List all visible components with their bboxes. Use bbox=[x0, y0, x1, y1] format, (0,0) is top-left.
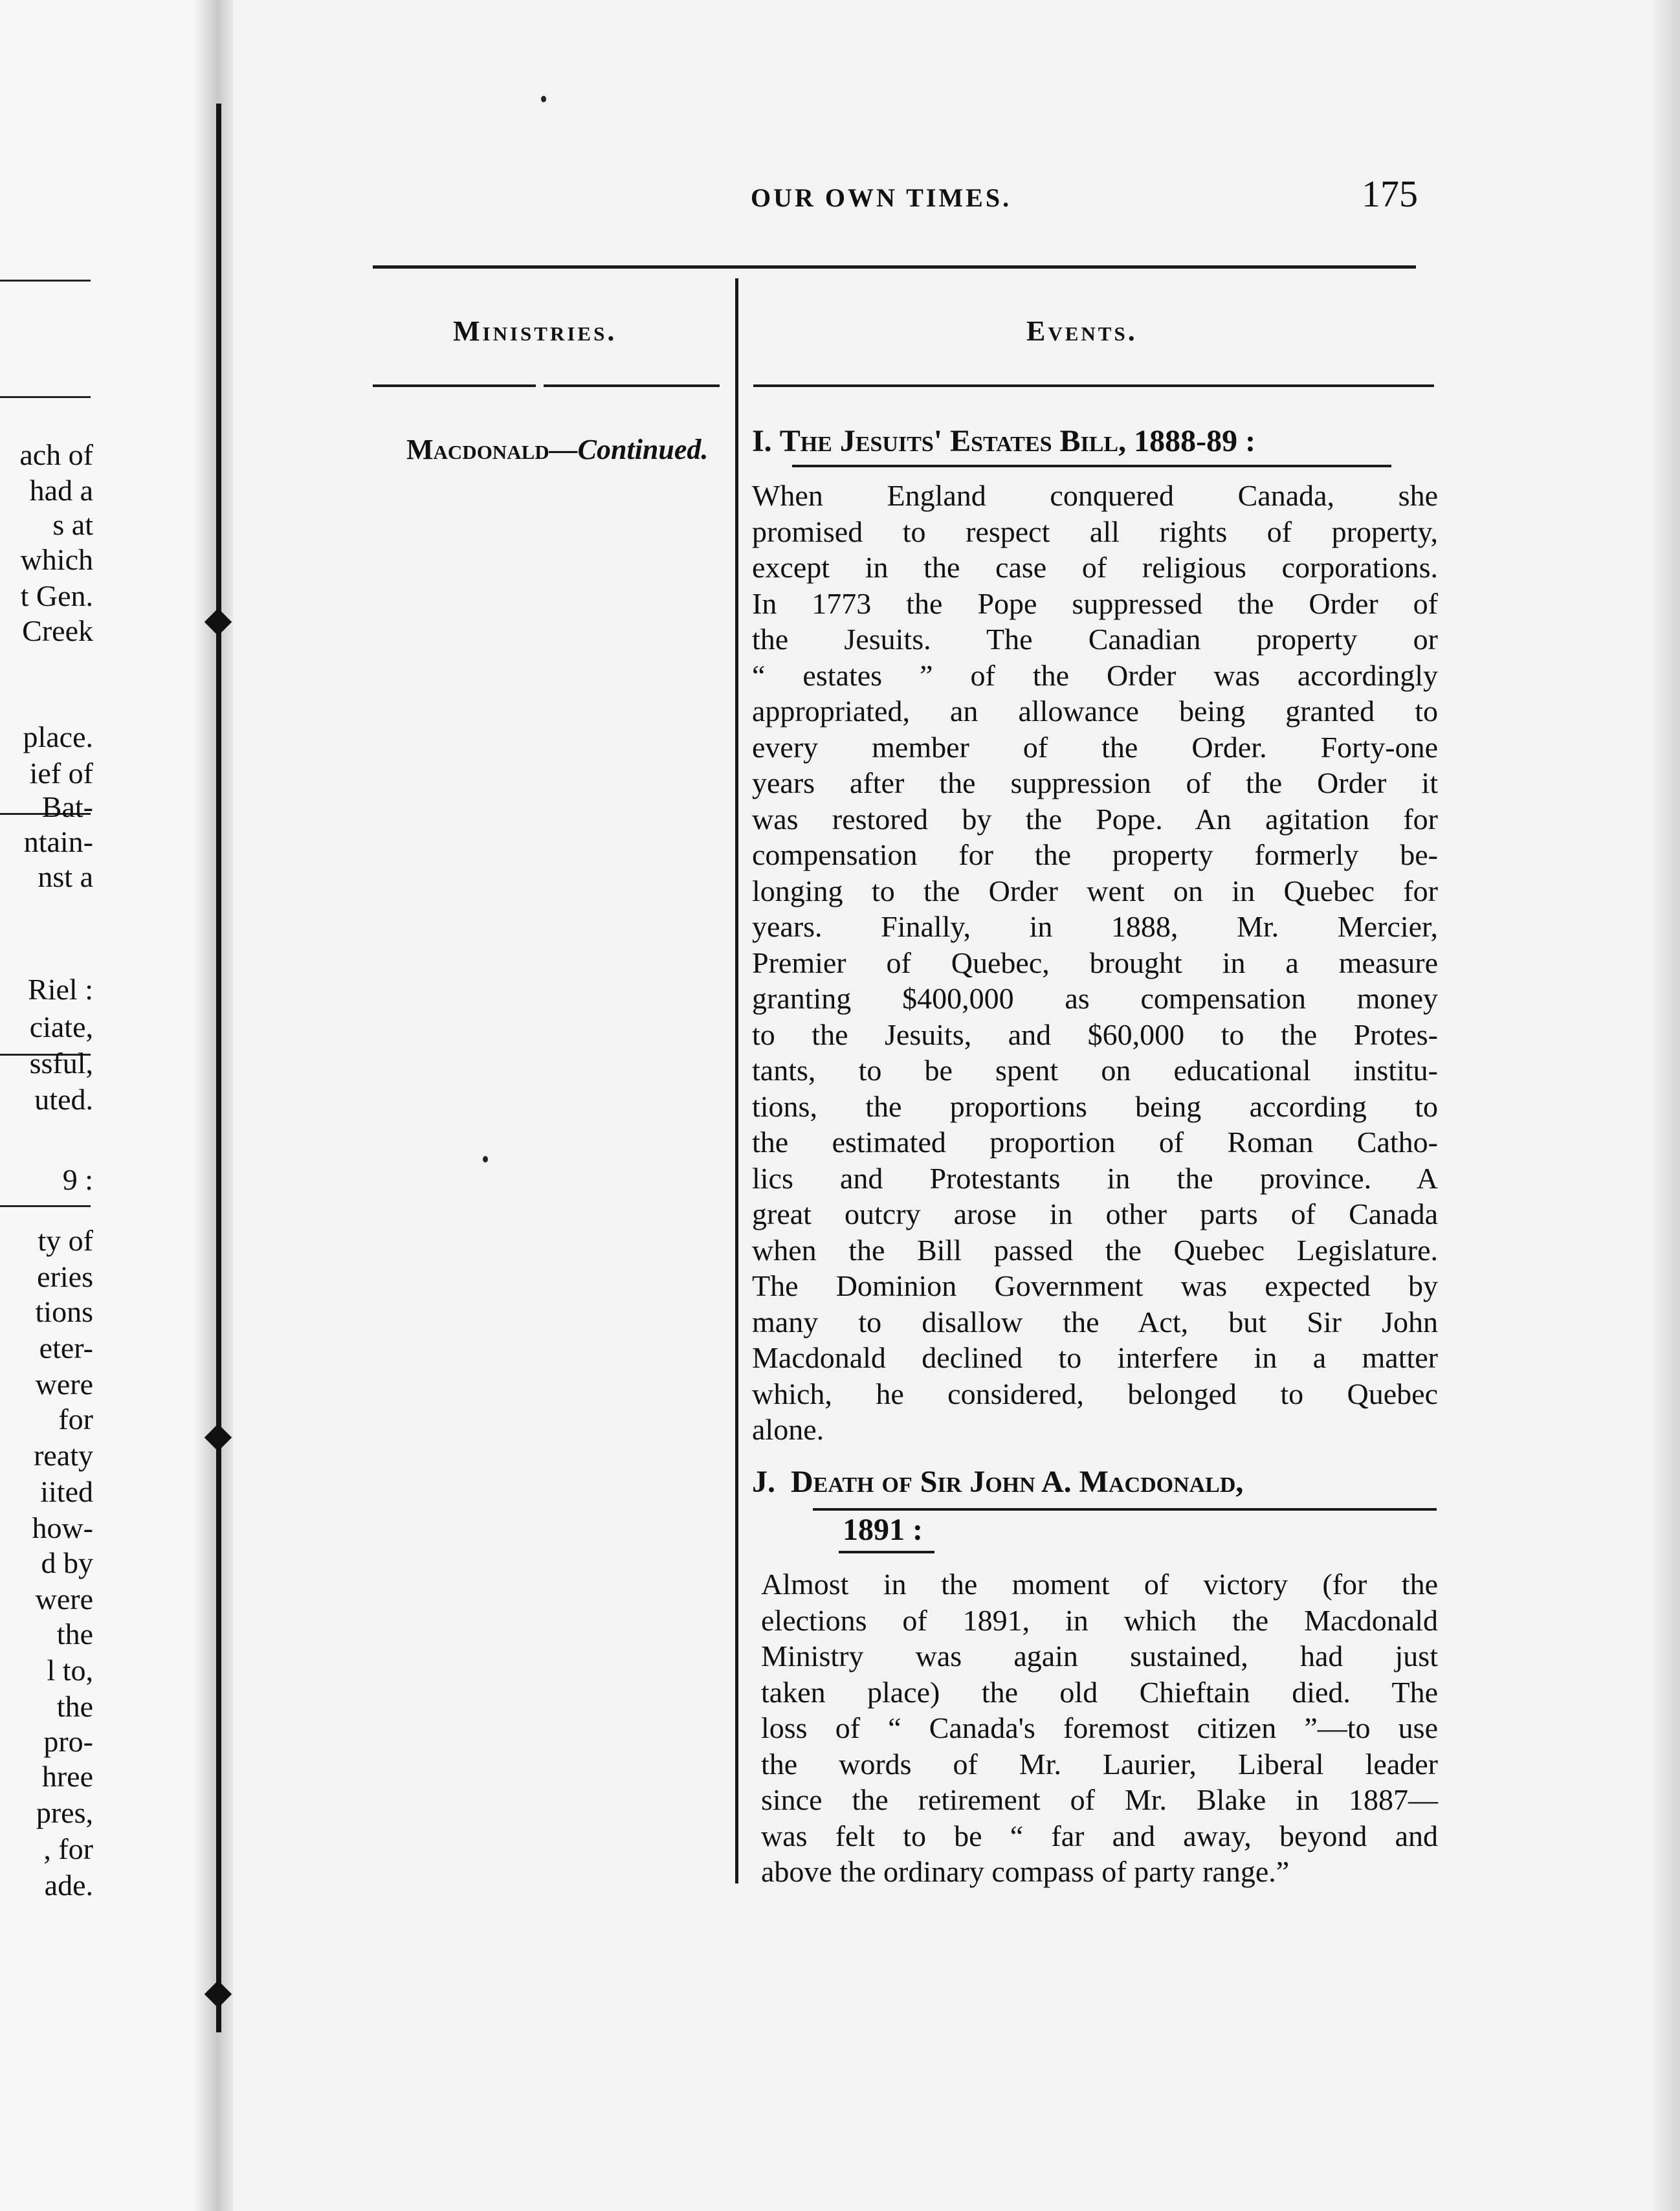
left-page-line: nst a bbox=[38, 860, 93, 893]
section-year: 1891 : bbox=[843, 1513, 923, 1547]
ink-speck bbox=[483, 1156, 488, 1162]
section-j-paragraph bbox=[761, 1566, 1438, 1890]
left-page-line: Creek bbox=[22, 614, 93, 647]
section-letter: J. bbox=[752, 1465, 775, 1499]
text-line: the estimated proportion of Roman Catho- bbox=[752, 1126, 1438, 1159]
binding-line bbox=[216, 104, 221, 2032]
left-page-rule bbox=[0, 280, 91, 282]
page-edge bbox=[1654, 0, 1680, 2211]
left-page-line: were bbox=[35, 1368, 93, 1401]
ministry-entry bbox=[406, 431, 711, 469]
section-title-rule bbox=[792, 465, 1391, 467]
left-page-rule bbox=[0, 396, 91, 398]
section-title-rule bbox=[839, 1551, 934, 1553]
left-page-line: hree bbox=[41, 1760, 93, 1793]
page-number: 175 bbox=[1362, 173, 1418, 215]
ministries-heading: Ministries. bbox=[453, 315, 617, 347]
left-page-line: for bbox=[58, 1403, 93, 1436]
section-title-j-year bbox=[843, 1512, 923, 1548]
text-line: to the Jesuits, and $60,000 to the Protes- bbox=[752, 1017, 1438, 1051]
text-line: the Jesuits. The Canadian property or bbox=[752, 623, 1438, 656]
left-page-line: how- bbox=[32, 1511, 93, 1544]
left-page-line: ntain- bbox=[23, 825, 93, 858]
text-line: great outcry arose in other parts of Canada bbox=[752, 1197, 1438, 1230]
left-page-line: l to, bbox=[47, 1654, 93, 1687]
text-line: Ministry was again sustained, had just bbox=[761, 1639, 1438, 1672]
text-line: promised to respect all rights of property, bbox=[752, 515, 1438, 548]
left-page-line: ade. bbox=[44, 1869, 93, 1902]
text-line: The Dominion Government was expected by bbox=[752, 1269, 1438, 1302]
text-line: years after the suppression of the Order it bbox=[752, 766, 1438, 799]
heading-rule bbox=[373, 384, 536, 387]
text-line: granting $400,000 as compensation money bbox=[752, 982, 1438, 1015]
left-page-line: t Gen. bbox=[20, 579, 93, 612]
top-rule bbox=[373, 265, 1416, 269]
left-page-line: which bbox=[20, 543, 93, 576]
text-line: In 1773 the Pope suppressed the Order of bbox=[752, 586, 1438, 620]
left-page-line: ty of bbox=[38, 1224, 93, 1257]
text-line: except in the case of religious corporations. bbox=[752, 551, 1438, 584]
left-page-line: eries bbox=[37, 1260, 93, 1293]
section-title-j bbox=[752, 1464, 1243, 1500]
text-line: Almost in the moment of victory (for the bbox=[761, 1568, 1438, 1601]
section-i-paragraph bbox=[752, 478, 1438, 1448]
text-line: tants, to be spent on educational institu- bbox=[752, 1054, 1438, 1087]
left-page-line: place. bbox=[23, 720, 93, 753]
heading-rule bbox=[753, 384, 1434, 387]
section-heading: The Jesuits' Estates Bill, 1888-89 : bbox=[779, 424, 1256, 458]
text-line: compensation for the property formerly be- bbox=[752, 838, 1438, 871]
text-line: “ estates ” of the Order was accordingly bbox=[752, 658, 1438, 692]
text-line: above the ordinary compass of party range.” bbox=[761, 1855, 1290, 1888]
text-line: Macdonald declined to interfere in a matter bbox=[752, 1341, 1438, 1374]
section-letter: I. bbox=[752, 424, 772, 458]
section-title-rule bbox=[813, 1508, 1437, 1511]
left-page-line: had a bbox=[29, 474, 93, 507]
text-line: which, he considered, belonged to Quebec bbox=[752, 1377, 1438, 1410]
text-line: elections of 1891, in which the Macdonald bbox=[761, 1603, 1438, 1637]
text-line: since the retirement of Mr. Blake in 1887— bbox=[761, 1783, 1438, 1816]
left-page-line: iited bbox=[40, 1475, 93, 1508]
left-page-line: , for bbox=[43, 1832, 93, 1865]
left-page-line: tions bbox=[35, 1295, 93, 1328]
left-page-line: ssful, bbox=[29, 1047, 93, 1080]
text-line: longing to the Order went on in Quebec for bbox=[752, 874, 1438, 907]
text-line: when the Bill passed the Quebec Legislature. bbox=[752, 1233, 1438, 1267]
left-facing-page bbox=[0, 0, 220, 2211]
left-page-line: uted. bbox=[34, 1083, 93, 1116]
events-heading: Events. bbox=[1026, 315, 1138, 347]
text-line: lics and Protestants in the province. A bbox=[752, 1161, 1438, 1195]
text-line: every member of the Order. Forty-one bbox=[752, 730, 1438, 764]
left-page-line: the bbox=[56, 1617, 93, 1650]
heading-rule bbox=[544, 384, 720, 387]
ministry-continued: —Continued. bbox=[549, 434, 709, 465]
column-divider bbox=[735, 278, 738, 1883]
text-line: taken place) the old Chieftain died. The bbox=[761, 1675, 1438, 1709]
text-line: Premier of Quebec, brought in a measure bbox=[752, 946, 1438, 979]
running-head: OUR OWN TIMES. bbox=[751, 183, 1012, 212]
text-line: loss of “ Canada's foremost citizen ”—to use bbox=[761, 1711, 1438, 1744]
ministry-name: Macdonald bbox=[406, 434, 549, 465]
left-page-line: Riel : bbox=[28, 973, 93, 1006]
left-page-line: pro- bbox=[43, 1725, 93, 1758]
section-title-i bbox=[752, 423, 1255, 459]
left-page-line: were bbox=[35, 1583, 93, 1616]
left-page-line: eter- bbox=[39, 1331, 93, 1364]
text-line: the words of Mr. Laurier, Liberal leader bbox=[761, 1747, 1438, 1781]
text-line: tions, the proportions being according to bbox=[752, 1089, 1438, 1123]
left-page-line: ach of bbox=[19, 438, 93, 471]
text-line: When England conquered Canada, she bbox=[752, 479, 1438, 512]
left-page-line: the bbox=[56, 1690, 93, 1723]
ink-speck bbox=[541, 96, 546, 102]
left-page-line: ief of bbox=[29, 757, 93, 790]
text-line: was restored by the Pope. An agitation for bbox=[752, 802, 1438, 836]
left-page-rule bbox=[0, 1205, 91, 1207]
left-page-line: s at bbox=[52, 508, 93, 541]
left-page-line: 9 : bbox=[62, 1163, 93, 1196]
left-page-line: ciate, bbox=[29, 1010, 93, 1043]
text-line: years. Finally, in 1888, Mr. Mercier, bbox=[752, 910, 1438, 943]
gutter-shadow bbox=[194, 0, 233, 2211]
text-line: alone. bbox=[752, 1413, 824, 1446]
section-heading: Death of Sir John A. Macdonald, bbox=[791, 1465, 1244, 1499]
text-line: was felt to be “ far and away, beyond and bbox=[761, 1819, 1438, 1852]
left-page-line: reaty bbox=[34, 1439, 93, 1472]
left-page-line: Bat- bbox=[41, 790, 93, 823]
left-page-line: pres, bbox=[36, 1796, 93, 1829]
text-line: many to disallow the Act, but Sir John bbox=[752, 1305, 1438, 1339]
text-line: appropriated, an allowance being granted to bbox=[752, 694, 1438, 728]
left-page-line: d by bbox=[41, 1546, 93, 1579]
